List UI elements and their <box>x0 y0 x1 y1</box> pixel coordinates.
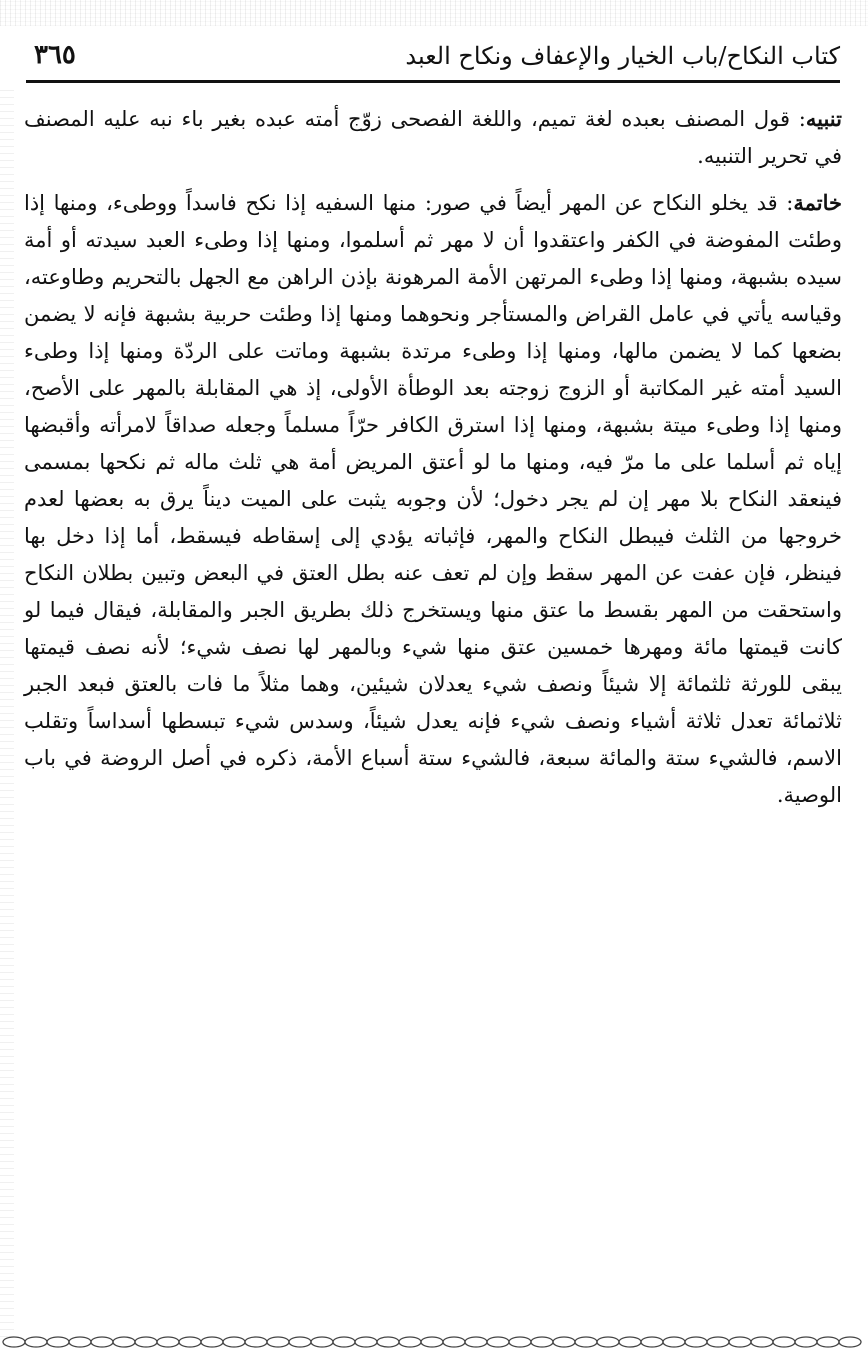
ornament-link <box>597 1337 619 1347</box>
ornament-link <box>245 1337 267 1347</box>
paragraph-khatima <box>24 184 842 814</box>
header-rule <box>26 80 840 83</box>
ornament-link <box>553 1337 575 1347</box>
paragraph-text: : قول المصنف بعبده لغة تميم، واللغة الفصحى زوّج أمته عبده بغير باء نبه عليه المصنف في تحرير التنبيه. <box>24 107 842 168</box>
ornament-link <box>707 1337 729 1347</box>
ornament-link <box>795 1337 817 1347</box>
paragraph-term: خاتمة <box>793 190 842 215</box>
ornament-link <box>289 1337 311 1347</box>
ornament-link <box>443 1337 465 1347</box>
ornament-link <box>465 1337 487 1347</box>
bottom-border-ornament <box>0 1324 868 1360</box>
ornament-link <box>47 1337 69 1347</box>
ornament-link <box>663 1337 685 1347</box>
ornament-link <box>751 1337 773 1347</box>
ornament-link <box>817 1337 839 1347</box>
paragraph-tanbih <box>24 100 842 175</box>
ornament-link <box>355 1337 377 1347</box>
ornament-link <box>399 1337 421 1347</box>
ornament-link <box>69 1337 91 1347</box>
ornament-link <box>729 1337 751 1347</box>
ornament-link <box>531 1337 553 1347</box>
scan-left-edge <box>0 90 14 1340</box>
ornament-link <box>201 1337 223 1347</box>
page-number: ٣٦٥ <box>34 40 76 70</box>
ornament-link <box>377 1337 399 1347</box>
ornament-link <box>179 1337 201 1347</box>
ornament-link <box>619 1337 641 1347</box>
ornament-link <box>641 1337 663 1347</box>
page-body <box>24 100 842 823</box>
ornament-link <box>135 1337 157 1347</box>
ornament-link <box>421 1337 443 1347</box>
ornament-link <box>487 1337 509 1347</box>
ornament-link <box>575 1337 597 1347</box>
scan-top-edge <box>0 0 868 26</box>
paragraph-text: : قد يخلو النكاح عن المهر أيضاً في صور: منها السفيه إذا نكح فاسداً ووطىء، ومنها إذا وطئت المفوضة في الكفر واعتقدوا أن لا مهر ثم أسلموا، ومنها إذا وطىء العبد سيدته أو أمة سيده بشبهة، ومنها إذا وطىء المرتهن الأمة المرهونة بإذن الراهن مع الجهل بالتحريم وطاوعته، وقياسه يأتي في عامل القراض والمستأجر ونحوهما ومنها إذا وطئت حربية بشبهة فإنه لا يضمن بضعها كما لا يضمن مالها، ومنها إذا وطىء مرتدة بشبهة وماتت على الردّة ومنها إذا وطىء السيد أمته غير المكاتبة أو الزوج زوجته بعد الوطأة الأولى، إذ هي المقابلة بالمهر على الأصح، ومنها إذا وطىء ميتة بشبهة، ومنها إذا استرق الكافر حرّاً مسلماً وجعله صداقاً لامرأته وأقبضها إياه ثم أسلما على ما مرّ فيه، ومنها ما لو أعتق المريض أمة هي ثلث ماله ثم نكحها بمسمى فينعقد النكاح بلا مهر إن لم يجر دخول؛ لأن وجوبه يثبت على الميت ديناً يرق به بعضها لعدم خروجها من الثلث فيبطل النكاح والمهر، فإثباته يؤدي إلى إسقاطه فيسقط، أما إذا دخل بها فينظر، فإن عفت عن المهر سقط وإن لم تعف عنه بطل العتق في البعض وتبين بطلان النكاح واستحقت من المهر بقسط ما عتق منها ويستخرج ذلك بطريق الجبر والمقابلة، فيقال فيما لو كانت قيمتها مائة ومهرها خمسين عتق منها شيء وبالمهر لها نصف شيء؛ لأنه نصف قيمتها يبقى للورثة ثلثمائة إلا شيئاً ونصف شيء يعدلان شيئين، وهما مثلاً ما فات بالعتق فبعد الجبر ثلاثمائة تعدل ثلاثة أشياء ونصف شيء فإنه يعدل شيئاً، وسدس شيء تبسطها أسداساً وتقلب الاسم، فالشيء ستة والمائة سبعة، فالشيء ستة أسباع الأمة، ذكره في أصل الروضة في باب الوصية. <box>24 191 843 807</box>
ornament-link <box>157 1337 179 1347</box>
paragraph-term: تنبيه <box>805 106 842 131</box>
ornament-link <box>773 1337 795 1347</box>
ornament-link <box>223 1337 245 1347</box>
ornament-link <box>333 1337 355 1347</box>
ornament-link <box>311 1337 333 1347</box>
ornament-link <box>3 1337 25 1347</box>
ornament-link <box>509 1337 531 1347</box>
ornament-link <box>25 1337 47 1347</box>
page-header <box>26 38 840 82</box>
ornament-link <box>267 1337 289 1347</box>
ornament-link <box>113 1337 135 1347</box>
ornament-link <box>91 1337 113 1347</box>
running-title: كتاب النكاح/باب الخيار والإعفاف ونكاح العبد <box>405 42 840 70</box>
ornament-link <box>685 1337 707 1347</box>
ornament-link <box>839 1337 861 1347</box>
